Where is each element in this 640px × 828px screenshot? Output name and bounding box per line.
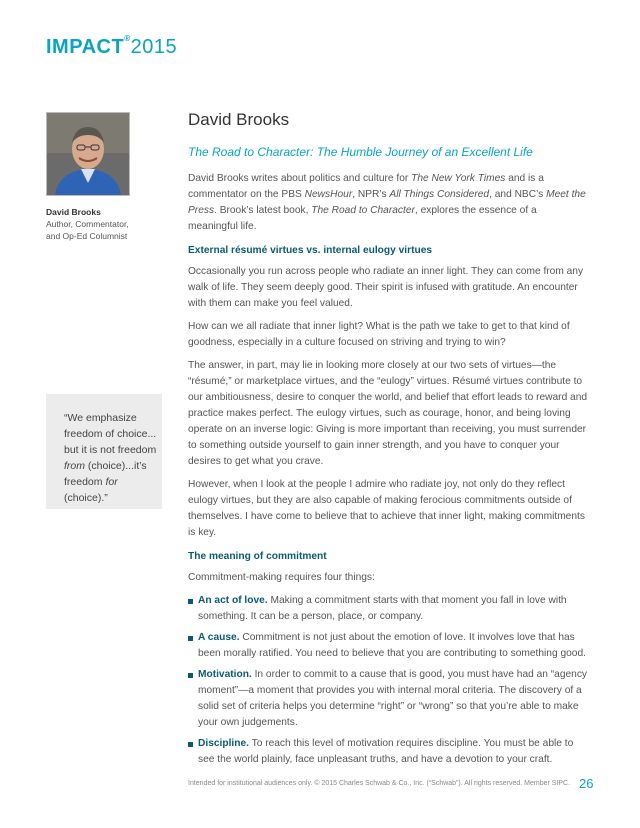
intro-paragraph: David Brooks writes about politics and culture for The New York Times and is a commentator on the PBS NewsHour, NPR’s All Things Considered, and NBC’s Meet the Press. Brook’s latest book, The Road to Character, explores the essence of a meaningful life. <box>188 173 586 232</box>
bullet-square-icon <box>188 673 193 678</box>
section-heading: External résumé virtues vs. internal eulogy virtues <box>188 245 433 256</box>
pull-quote-text: “We emphasize freedom of choice... but it is not freedom from (choice)...it’s freedom for (choice).” <box>64 412 157 504</box>
impact-2015-logo <box>46 36 177 59</box>
list-item: Discipline. To reach this level of motivation requires discipline. You must be able to see the world plainly, face unpleasant truths, and have a devotion to your craft. <box>188 736 588 768</box>
author-role-line2: and Op-Ed Columnist <box>46 231 128 241</box>
list-item: A cause. Commitment is not just about the emotion of love. It involves love that has been morally ratified. You need to believe that you are contributing to something good. <box>188 630 588 662</box>
article-title: David Brooks <box>188 110 290 129</box>
list-item: An act of love. Making a commitment starts with that moment you fall in love with something. It can be a person, place, or company. <box>188 593 588 625</box>
bullet-square-icon <box>188 636 193 641</box>
section-heading: The meaning of commitment <box>188 551 327 562</box>
list-item: Motivation. In order to commit to a cause that is good, you must have had an “agency moment”—a moment that provides you with internal moral criteria. The discovery of a solid set of criteria helps you determine “right” or “wrong” so that you’re able to make your own judgements. <box>188 667 588 731</box>
paragraph: The answer, in part, may lie in looking more closely at our two sets of virtues—the “résumé,” or marketplace virtues, and the “eulogy” virtues. Résumé virtues contribute to our ambitiousness, desire to conquer the world, and belief that effort leads to reward and practice makes perfect. The eulogy virtues, such as courage, honor, and being loving operate on an inverse logic: Giving is more important than receiving, you must surrender to something outside yourself to gain inner strength, and you have to conquer your desires to get what you crave. <box>188 360 588 467</box>
bullet-square-icon <box>188 742 193 747</box>
author-role-line1: Author, Commentator, <box>46 219 129 229</box>
paragraph: Occasionally you run across people who radiate an inner light. They can come from any walk of life. They seem deeply good. Their spirit is infused with gratitude. An encounter with them can make you feel valued. <box>188 266 584 309</box>
author-name: David Brooks <box>46 207 101 217</box>
article <box>188 108 588 773</box>
brand-year: 2015 <box>130 36 178 58</box>
brand-name: IMPACT <box>46 36 125 58</box>
pull-quote <box>46 394 162 509</box>
footer-disclaimer: Intended for institutional audiences only. © 2015 Charles Schwab & Co., Inc. (“Schwab”). All rights reserved. Member SIPC. <box>188 780 571 787</box>
commitment-list <box>188 593 588 768</box>
article-subtitle: The Road to Character: The Humble Journey of an Excellent Life <box>188 145 533 159</box>
paragraph: However, when I look at the people I admire who radiate joy, not only do they reflect eulogy virtues, but they are also capable of making ferocious commitments outside of themselves. I have come to believe that to achieve that inner light, making commitments is key. <box>188 479 585 538</box>
paragraph: Commitment-making requires four things: <box>188 572 375 583</box>
bullet-square-icon <box>188 599 193 604</box>
page-number: 26 <box>579 776 594 791</box>
brand-mark: ® <box>124 34 131 43</box>
paragraph: How can we all radiate that inner light? What is the path we take to get to that kind of goodness, especially in a culture focused on striving and trying to win? <box>188 321 570 348</box>
author-caption <box>46 206 166 242</box>
author-photo <box>46 112 130 196</box>
